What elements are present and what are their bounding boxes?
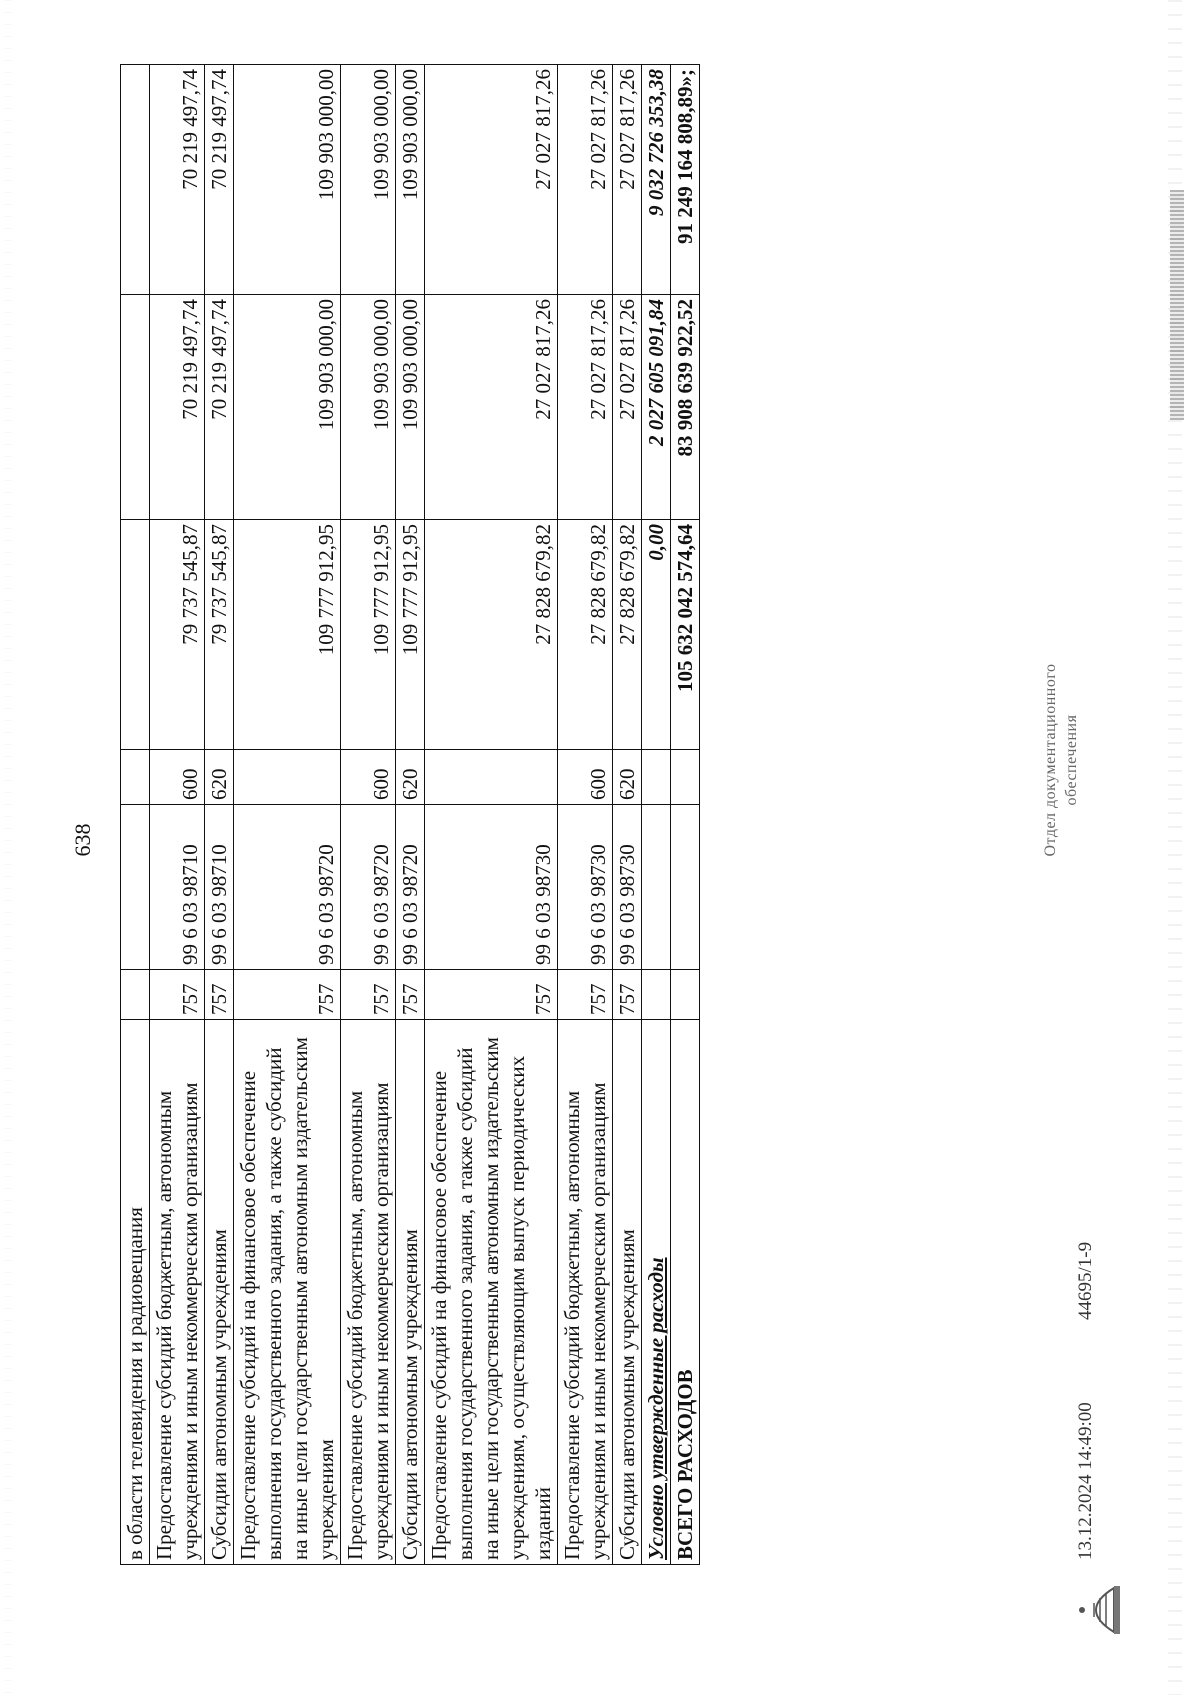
ministry-code: 757 <box>341 970 396 1020</box>
amount-2025: 109 903 000,00 <box>341 295 396 520</box>
row-description: Предоставление субсидий бюджетным, автономным учреждениям и иным некоммерческим организациям <box>558 1020 613 1565</box>
amount-2024: 27 828 679,82 <box>425 520 558 750</box>
budget-table-body <box>121 65 700 1565</box>
table-row <box>396 65 425 1565</box>
amount-2025: 2 027 605 091,84 <box>642 295 671 520</box>
target-article-code: 99 6 03 98730 <box>425 805 558 970</box>
ministry-code: 757 <box>150 970 205 1020</box>
amount-2025: 70 219 497,74 <box>205 295 234 520</box>
ministry-code <box>121 970 150 1020</box>
amount-2025: 27 027 817,26 <box>613 295 642 520</box>
amount-2024: 79 737 545,87 <box>205 520 234 750</box>
ministry-code <box>671 970 700 1020</box>
table-row <box>425 65 558 1565</box>
expense-type-code <box>121 750 150 805</box>
target-article-code: 99 6 03 98710 <box>150 805 205 970</box>
row-description: Условно утвержденные расходы <box>642 1020 671 1565</box>
footer-date: 13.12.2024 14:49:00 <box>1075 1402 1096 1560</box>
expense-type-code: 600 <box>341 750 396 805</box>
target-article-code: 99 6 03 98720 <box>396 805 425 970</box>
table-row <box>234 65 341 1565</box>
amount-2025: 70 219 497,74 <box>150 295 205 520</box>
scan-edge-artifact <box>4 0 12 1695</box>
ministry-code: 757 <box>613 970 642 1020</box>
amount-2024: 109 777 912,95 <box>396 520 425 750</box>
table-row <box>341 65 396 1565</box>
amount-2024: 79 737 545,87 <box>150 520 205 750</box>
table-row <box>613 65 642 1565</box>
amount-2025: 109 903 000,00 <box>396 295 425 520</box>
amount-2025: 109 903 000,00 <box>234 295 341 520</box>
budget-table <box>120 64 700 1565</box>
ministry-code <box>642 970 671 1020</box>
amount-2024 <box>121 520 150 750</box>
ministry-code: 757 <box>205 970 234 1020</box>
amount-2026: 109 903 000,00 <box>341 65 396 295</box>
expense-type-code: 620 <box>613 750 642 805</box>
table-row <box>205 65 234 1565</box>
amount-2026: 9 032 726 353,38 <box>642 65 671 295</box>
ministry-code: 757 <box>234 970 341 1020</box>
target-article-code: 99 6 03 98720 <box>234 805 341 970</box>
row-description: Субсидии автономным учреждениям <box>205 1020 234 1565</box>
amount-2026: 70 219 497,74 <box>205 65 234 295</box>
amount-2024: 27 828 679,82 <box>558 520 613 750</box>
amount-2026 <box>121 65 150 295</box>
row-description: Субсидии автономным учреждениям <box>396 1020 425 1565</box>
scan-margin-mark <box>1170 190 1184 420</box>
footer-doc-number: 44695/1-9 <box>1075 1241 1096 1320</box>
amount-2025: 83 908 639 922,52 <box>671 295 700 520</box>
expense-type-code: 620 <box>396 750 425 805</box>
amount-2026: 109 903 000,00 <box>234 65 341 295</box>
row-description: ВСЕГО РАСХОДОВ <box>671 1020 700 1565</box>
ministry-code: 757 <box>396 970 425 1020</box>
target-article-code <box>671 805 700 970</box>
amount-2025: 27 027 817,26 <box>558 295 613 520</box>
target-article-code: 99 6 03 98710 <box>205 805 234 970</box>
target-article-code <box>121 805 150 970</box>
expense-type-code <box>642 750 671 805</box>
conditional-expenses-row <box>642 65 671 1565</box>
amount-2026: 70 219 497,74 <box>150 65 205 295</box>
target-article-code <box>642 805 671 970</box>
target-article-code: 99 6 03 98730 <box>613 805 642 970</box>
amount-2024: 105 632 042 574,64 <box>671 520 700 750</box>
row-description: Предоставление субсидий бюджетным, автономным учреждениям и иным некоммерческим организациям <box>341 1020 396 1565</box>
table-row <box>150 65 205 1565</box>
expense-type-code: 620 <box>205 750 234 805</box>
expense-type-code: 600 <box>558 750 613 805</box>
row-description: Предоставление субсидий на финансовое обеспечение выполнения государственного задания, а также субсидий на иные цели государственным автономным издательским учреждениям <box>234 1020 341 1565</box>
expense-type-code: 600 <box>150 750 205 805</box>
amount-2026: 27 027 817,26 <box>558 65 613 295</box>
target-article-code: 99 6 03 98720 <box>341 805 396 970</box>
row-description: Предоставление субсидий бюджетным, автономным учреждениям и иным некоммерческим организациям <box>150 1020 205 1565</box>
ministry-code: 757 <box>558 970 613 1020</box>
amount-2024: 27 828 679,82 <box>613 520 642 750</box>
expense-type-code <box>425 750 558 805</box>
amount-2026: 109 903 000,00 <box>396 65 425 295</box>
row-description: Субсидии автономным учреждениям <box>613 1020 642 1565</box>
target-article-code: 99 6 03 98730 <box>558 805 613 970</box>
amount-2025 <box>121 295 150 520</box>
row-description: в области телевидения и радиовещания <box>121 1020 150 1565</box>
stamp-line: Отдел документационного <box>1042 663 1059 857</box>
table-row <box>121 65 150 1565</box>
row-description: Предоставление субсидий на финансовое обеспечение выполнения государственного задания, а также субсидий на иные цели государственным автономным издательским учреждениям, осуществляющим выпуск периодических изданий <box>425 1020 558 1565</box>
amount-2026: 27 027 817,26 <box>613 65 642 295</box>
total-row <box>671 65 700 1565</box>
emblem-logo <box>1070 1580 1126 1640</box>
expense-type-code <box>671 750 700 805</box>
table-row <box>558 65 613 1565</box>
amount-2025: 27 027 817,26 <box>425 295 558 520</box>
page-number: 638 <box>70 823 95 857</box>
expense-type-code <box>234 750 341 805</box>
rotated-page <box>70 30 1170 1650</box>
stamp-line: обеспечения <box>1063 714 1080 806</box>
amount-2024: 109 777 912,95 <box>234 520 341 750</box>
ministry-code: 757 <box>425 970 558 1020</box>
amount-2024: 0,00 <box>642 520 671 750</box>
amount-2026: 27 027 817,26 <box>425 65 558 295</box>
amount-2024: 109 777 912,95 <box>341 520 396 750</box>
amount-2026: 91 249 164 808,89»; <box>671 65 700 295</box>
department-stamp <box>1040 610 1082 910</box>
